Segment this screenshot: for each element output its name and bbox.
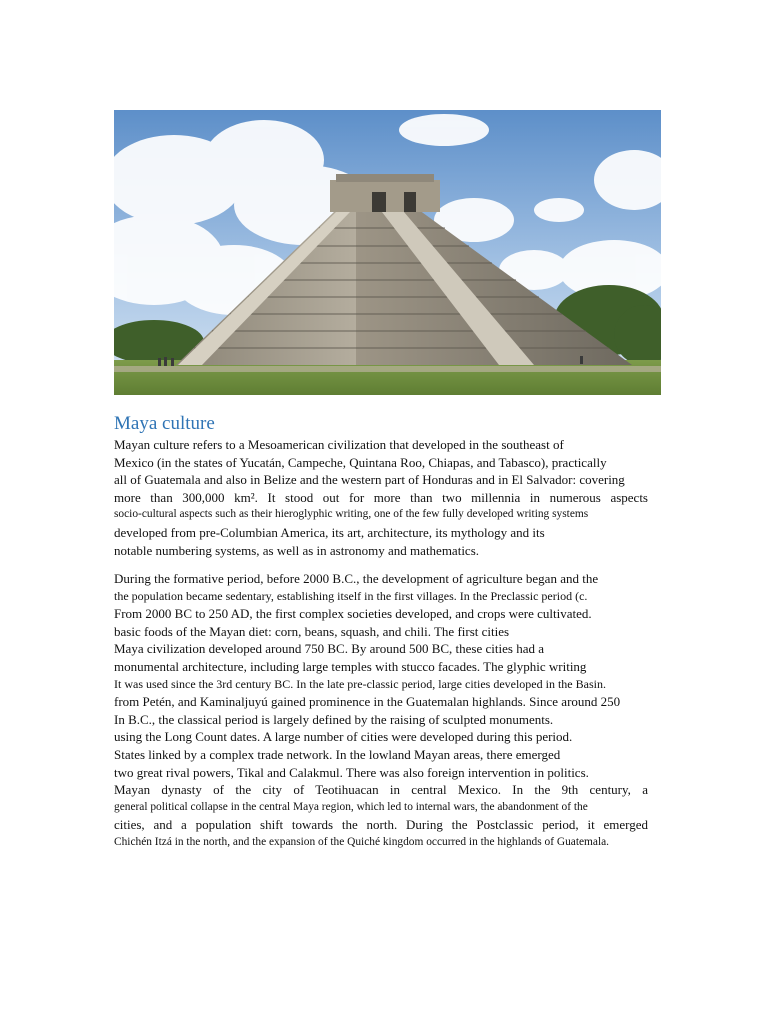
text-line: Mayan dynasty of the city of Teotihuacan in central Mexico. In the 9th century, a bbox=[114, 782, 648, 798]
text-line: two great rival powers, Tikal and Calakmul. There was also foreign intervention in politics. bbox=[114, 764, 589, 780]
text-line: all of Guatemala and also in Belize and the western part of Honduras and in El Salvador: covering bbox=[114, 472, 625, 488]
text-line: From 2000 BC to 250 AD, the first complex societies developed, and crops were cultivated. bbox=[114, 606, 592, 622]
text-line: Mayan culture refers to a Mesoamerican civilization that developed in the southeast of bbox=[114, 437, 564, 452]
section-heading: Maya culture bbox=[114, 413, 215, 434]
text-line: During the formative period, before 2000 B.C., the development of agriculture began and the bbox=[114, 571, 599, 586]
text-line: States linked by a complex trade network. In the lowland Mayan areas, there emerged bbox=[114, 746, 561, 762]
text-line: general political collapse in the central Maya region, which led to internal wars, the abandonment of the bbox=[114, 800, 588, 813]
text-line: cities, and a population shift towards the north. During the Postclassic period, it emerged bbox=[114, 817, 648, 833]
paragraph-intro bbox=[114, 436, 674, 559]
text-line: the population became sedentary, establishing itself in the first villages. In the Preclassic period (c. bbox=[114, 588, 588, 603]
text-line: more than 300,000 km². It stood out for more than two millennia in numerous aspects bbox=[114, 489, 648, 505]
text-line: Maya civilization developed around 750 BC. By around 500 BC, these cities had a bbox=[114, 641, 544, 657]
text-line: developed from pre-Columbian America, its art, architecture, its mythology and its bbox=[114, 524, 545, 540]
text-line: In B.C., the classical period is largely defined by the raising of sculpted monuments. bbox=[114, 711, 554, 727]
text-line: basic foods of the Mayan diet: corn, beans, squash, and chili. The first cities bbox=[114, 623, 510, 639]
text-line: Chichén Itzá in the north, and the expansion of the Quiché kingdom occurred in the highlands of Guatemala. bbox=[114, 835, 610, 848]
text-line: from Petén, and Kaminaljuyú gained prominence in the Guatemalan highlands. Since around 250 bbox=[114, 694, 621, 710]
text-line: using the Long Count dates. A large number of cities were developed during this period. bbox=[114, 729, 573, 745]
pyramid-photo bbox=[114, 110, 661, 395]
paragraph-history bbox=[114, 570, 674, 852]
text-line: notable numbering systems, as well as in astronomy and mathematics. bbox=[114, 542, 480, 558]
text-line: socio-cultural aspects such as their hieroglyphic writing, one of the few fully developed writing systems bbox=[114, 508, 589, 521]
text-line: monumental architecture, including large temples with stucco facades. The glyphic writing bbox=[114, 658, 587, 674]
text-line: Mexico (in the states of Yucatán, Campeche, Quintana Roo, Chiapas, and Tabasco), practically bbox=[114, 454, 607, 470]
text-line: It was used since the 3rd century BC. In the late pre-classic period, large cities developed in the Basin. bbox=[114, 676, 606, 691]
